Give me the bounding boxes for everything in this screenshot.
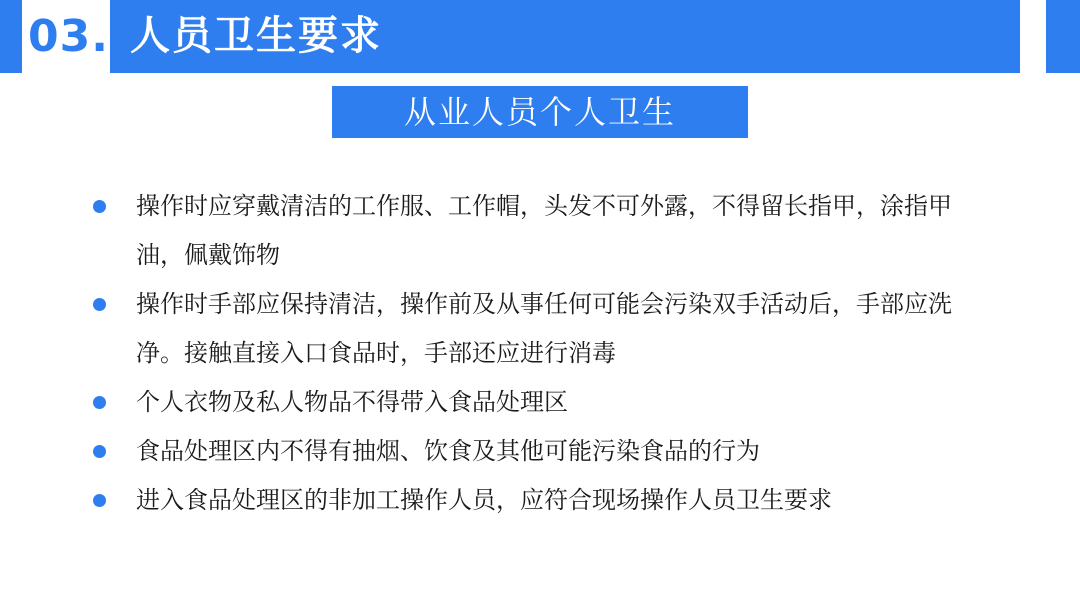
bullet-text: 食品处理区内不得有抽烟、饮食及其他可能污染食品的行为 <box>136 437 760 465</box>
subtitle-banner: 从业人员个人卫生 <box>332 86 748 138</box>
bullet-dot-icon <box>93 396 106 409</box>
bullet-list <box>90 182 970 525</box>
bullet-item <box>90 378 970 427</box>
bullet-item <box>90 182 970 280</box>
bullet-text: 操作时手部应保持清洁，操作前及从事任何可能会污染双手活动后，手部应洗净。接触直接入口食品时，手部还应进行消毒 <box>136 290 952 367</box>
bullet-text: 操作时应穿戴清洁的工作服、工作帽，头发不可外露，不得留长指甲，涂指甲油，佩戴饰物 <box>136 192 952 269</box>
bullet-item <box>90 476 970 525</box>
title-bar <box>110 0 1020 73</box>
right-accent-bar <box>1046 0 1080 73</box>
section-number: 03. <box>28 11 109 62</box>
bullet-dot-icon <box>93 494 106 507</box>
bullet-item <box>90 427 970 476</box>
page-title: 人员卫生要求 <box>130 13 382 59</box>
bullet-dot-icon <box>93 200 106 213</box>
left-accent-bar <box>0 0 22 73</box>
bullet-item <box>90 280 970 378</box>
bullet-text: 进入食品处理区的非加工操作人员，应符合现场操作人员卫生要求 <box>136 486 832 514</box>
bullet-dot-icon <box>93 445 106 458</box>
bullet-text: 个人衣物及私人物品不得带入食品处理区 <box>136 388 568 416</box>
bullet-dot-icon <box>93 298 106 311</box>
